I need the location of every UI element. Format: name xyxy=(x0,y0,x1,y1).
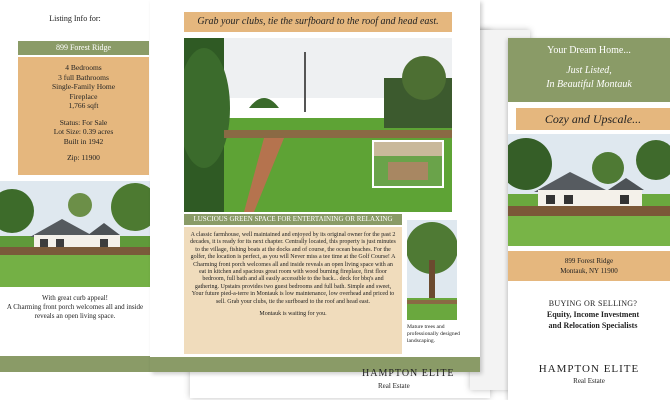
listing-address: 899 Forest Ridge xyxy=(18,41,149,55)
listing-details xyxy=(18,57,149,175)
cover-panel xyxy=(508,38,670,400)
house-front-photo xyxy=(0,181,150,287)
listing-zip: Zip: 11900 xyxy=(67,153,100,162)
headline-banner: Grab your clubs, tie the surfboard to the roof and head east. xyxy=(184,12,452,32)
tagline-banner: Cozy and Upscale... xyxy=(516,108,670,130)
back-logo: HAMPTON ELITE xyxy=(362,368,455,379)
buying-heading: BUYING OR SELLING? xyxy=(548,299,638,308)
closing-line: Montauk is waiting for you. xyxy=(259,311,327,318)
hero-title: Your Dream Home... xyxy=(547,45,631,56)
front-photo-caption xyxy=(0,294,150,321)
buying-selling-block xyxy=(516,298,670,331)
description-text: A classic farmhouse, well maintained and enjoyed by its original owner for the past 2 decades, it is ready for its next chapter. Centrally located, this property is just minutes to the village, fishing boats at the docks and of course, the ocean beaches. For the golfer, the location is perfect, as you will Never miss a tee time at the Golf Course! A Charming front porch welcomes all and inside reveals an open living space with an eat in kitchen and spacious great room with wood burning fireplace, first floor bedroom, full bath and all easily accessible to the back... deck for bbq's and gathering. Upstairs provides two guest bedrooms and full bath. Simple and sweet, Your future pied-a-terre in Montauk is low maintenance, low overhead and priced to sell. Grab your clubs, tie the surfboard to the roof and head east. xyxy=(190,232,396,305)
cover-hero xyxy=(508,38,670,102)
description-panel xyxy=(150,0,480,372)
feature-type: Single-Family Home xyxy=(51,82,116,91)
cover-address xyxy=(508,251,670,281)
cover-address-city: Montauk, NY 11900 xyxy=(560,267,618,275)
buying-line-2: and Relocation Specialists xyxy=(548,321,638,330)
section-subheading: LUSCIOUS GREEN SPACE FOR ENTERTAINING OR RELAXING xyxy=(184,214,402,225)
caption-text: With great curb appeal! A Charming front porch welcomes all and inside reveals an open living space. xyxy=(6,294,144,320)
hero-subtitle-2: In Beautiful Montauk xyxy=(546,79,632,90)
listing-info-panel xyxy=(0,0,150,372)
company-logo-subtitle: Real Estate xyxy=(573,377,605,385)
cover-house-photo xyxy=(508,134,670,246)
feature-bathrooms: 3 full Bathrooms xyxy=(58,72,109,82)
feature-bedrooms: 4 Bedrooms xyxy=(65,63,102,72)
description-body xyxy=(184,227,402,354)
company-logo: HAMPTON ELITE xyxy=(538,363,640,375)
hero-subtitle-1: Just Listed, xyxy=(566,65,612,76)
listing-info-heading: Listing Info for: xyxy=(49,14,101,23)
cover-address-street: 899 Forest Ridge xyxy=(564,257,614,265)
listing-lot-size: Lot Size: 0.39 acres xyxy=(53,127,114,136)
buying-line-1: Equity, Income Investment xyxy=(546,310,640,319)
feature-sqft: 1,766 sqft xyxy=(68,101,99,110)
listing-status: Status: For Sale xyxy=(59,117,108,127)
trees-photo xyxy=(407,220,457,320)
feature-fireplace: Fireplace xyxy=(69,91,98,101)
backyard-photo xyxy=(184,38,452,212)
trees-caption: Mature trees and professionally designed landscaping. xyxy=(407,324,460,344)
footer-bar xyxy=(0,356,150,372)
listing-built-year: Built in 1942 xyxy=(63,136,104,146)
back-logo-subtitle: Real Estate xyxy=(378,382,410,390)
